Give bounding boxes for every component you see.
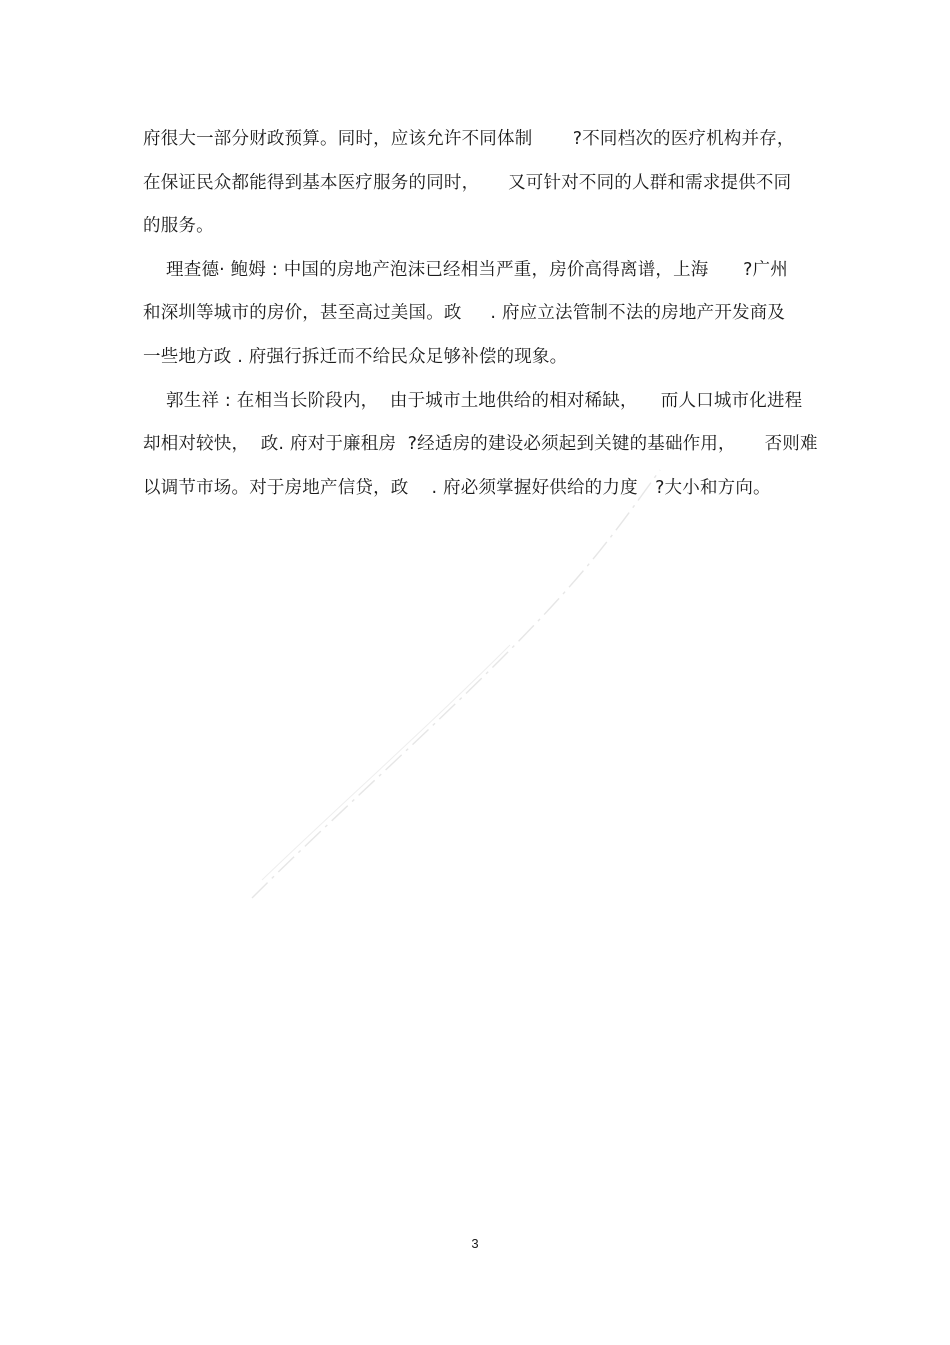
- paragraph-line: 和深圳等城市的房价，甚至高过美国。政 . 府应立法管制不法的房地产开发商及: [143, 303, 786, 323]
- paragraph-line: 以调节市场。对于房地产信贷，政 . 府必须掌握好供给的力度 ?大小和方向。: [143, 478, 771, 498]
- paragraph-line: 却相对较快， 政. 府对于廉租房 ?经适房的建设必须起到关键的基础作用， 否则难: [143, 434, 818, 454]
- paragraph-line: 一些地方政 . 府强行拆迁而不给民众足够补偿的现象。: [143, 347, 568, 367]
- paragraph-line: 理查德· 鲍姆 : 中国的房地产泡沫已经相当严重，房价高得离谱，上海 ?广州: [143, 260, 788, 280]
- paragraph-line: 在保证民众都能得到基本医疗服务的同时， 又可针对不同的人群和需求提供不同: [143, 173, 792, 193]
- paragraph-line: 府很大一部分财政预算。同时，应该允许不同体制 ?不同档次的医疗机构并存，: [143, 129, 795, 149]
- paragraph-line: 郭生祥 : 在相当长阶段内， 由于城市土地供给的相对稀缺， 而人口城市化进程: [143, 391, 803, 411]
- page-number: 3: [471, 1236, 479, 1251]
- paragraph-line: 的服务。: [143, 216, 214, 236]
